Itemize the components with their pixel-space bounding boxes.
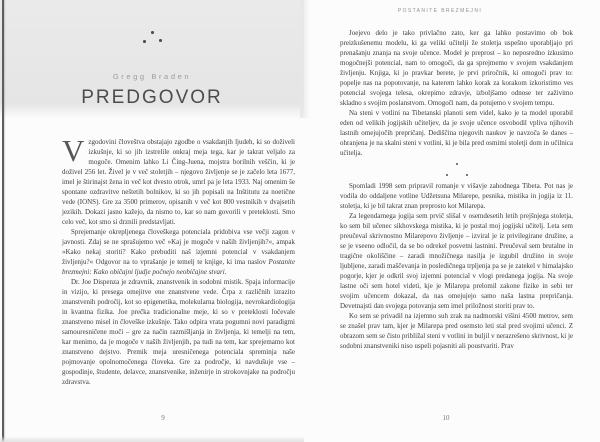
right-page-body [340, 28, 573, 351]
running-header: POSTANITE BREZMEJNI [397, 8, 483, 14]
author-name: Gregg Braden [112, 72, 192, 81]
chapter-title: PREDGOVOR [81, 87, 223, 108]
paragraph-text: Sprejemanje okrepljenega človeškega potenciala pridobiva vse večji zagon v javnosti. Zdaj se ne sprašujemo več »Kaj je mogoče v naših življenjih?«, ampak »Kako nekaj storiti? Kako prebuditi naš izjemni potencial v vsakdanjem življenju?« Odgovor na to vprašanje je temelj te knjige, ki ima naslov [62, 228, 295, 266]
page-number-left: 9 [161, 414, 165, 422]
separator-dot-icon [466, 174, 468, 176]
ornament-dot-icon [151, 31, 154, 34]
ornament-dot-icon [159, 39, 162, 42]
body-paragraph: Dr. Joe Dispenza je zdravnik, znanstvenik in sodobni mistik. Spaja informacije in vizijo, ki presega omejitve ene znanstvene vede. Črpa z različnih izrazito znanstvenih področij, kot so epigenetika, molekularna biologija, nevrokardiologija in kvantna fizika. Joe prečka tradicionalne meje, ki so v preteklosti ločevale znanstveno misel in človeške izkušnje. Tako odpira vrata pogumni novi paradigmi samouresničene moči – gre za način razmišljanja in življenja, ki temelji na tem, kar menimo, da je mogoče v naših življenjih, pa tudi na tem, kar sprejemamo kot znanstveno dejstvo. Premik meja uresničenega potenciala spreminja naše pojmovanje opolnomočenega človeka. Gre za področje, ki navdušuje vse – gospodinje, študente, delavce, znanstvenike, inženirje in strokovnjake na področju zdravstva. [62, 278, 295, 386]
drop-cap-letter: V [62, 133, 85, 168]
paragraph-text: zgodovini človeštva obstajajo zgodbe o vsakdanjih ljudeh, ki so doživeli izkušnje, ki so jih izstrelile onkraj meja tega, kar je takrat veljalo za mogoče. Omenim lahko Li Čing-Juena, mojstra borilnih veščin, ki je doživel 256 let. Živel je v več stoletjih – njegovo življenje se je začelo leta 1677, imel je štirinajst žena in več kot dvesto otrok, umrl pa je leta 1933. Naj omenim še spontane ozdravitve neštetih bolnikov, ki so jih popisali na Inštitutu za noetične vede (IONS). Gre za 3500 primerov, opisanih v več kot 800 vestnikih v dvajsetih jezikih. Dokazi jasno kažejo, da nismo to, kar so nam govorili v preteklosti. Smo celo več, kot smo si drznili predstavljati. [62, 138, 295, 226]
left-page [62, 0, 295, 442]
chapter-title-block [60, 0, 244, 109]
page-number-right: 10 [442, 414, 450, 422]
separator-dot-icon [456, 163, 458, 165]
body-paragraph [62, 133, 295, 227]
chapter-ornament-dots-icon [60, 31, 244, 45]
separator-dot-icon [446, 174, 448, 176]
right-page [340, 0, 573, 442]
body-paragraph: Spomladi 1998 sem pripravil romanje v višavje zahodnega Tibeta. Pot nas je vodila do oddaljene votline Udžetsuna Milarepe, pesnika, mistika in jogija iz 11. stoletja, ki je bil takrat znan preprosto kot Milarepa. [340, 182, 573, 210]
body-paragraph: Joejevo delo je tako privlačno zato, ker ga lahko postavimo ob bok preizkušenemu modelu, ki ga veliki učitelji že stoletja uspešno uporabljajo pri prenašanju znanja na svoje učence. Model je preprost – ko neposredno izkusimo mogočnejši potencial, nam to omogoči, da ga sprejmemo v svojem vsakdanjem življenju. Knjiga, ki jo pravkar berete, je prvi priročnik, ki omogoči prav to: popelje nas na popotovanje, na katerem lahko korak za korakom izkoristimo ves potencial svojega telesa, okrepimo zdravje, izboljšamo odnose ter zaživimo skladno s svojim poslanstvom. Omogoči nam, da potujemo v svojem tempu. [340, 29, 573, 107]
section-separator-dots-icon [340, 161, 573, 179]
body-paragraph: Za legendarnega jogija sem prvič slišal v osemdesetih letih prejšnjega stoletja, ko sem bil učenec sikhovskega mistika, ki je postal moj jogijski učitelj. Leta sem preučeval skrivnostno Milarepovo življenje – izviral je iz privilegirane družine, a se je vseeno odločil, da se bo odrekel posvetni lastnini. Preučeval sem brutalne in tragične okoliščine – zaradi množičnega nasilja je izgubil družino in svoje ljubljene, zaradi maščevanja in posledičnega trpljenja pa se je zatekel v himalajsko pogorje, kjer je odkril svoj izjemni potencial v vlogi predanega jogija. Na svoje lastne oči sem hotel videti, kje je Milarepa prelomil zakone fizike in sebi ter svojim učencem dokazal, da nas omejujejo samo naša lastna prepričanja. Devetnajsti dan svojega potovanja sem imel priložnost storiti prav to. [340, 212, 573, 310]
left-page-body [62, 133, 295, 387]
book-title-italic: Postanite brezmejni: Kako običajni ljudje počnejo neobičajne stvari. [62, 258, 295, 276]
ornament-dot-icon [143, 40, 146, 43]
body-paragraph: Ko sem se privadil na izjemno suh zrak na nadmorski višini 4500 metrov, sem se znašel prav tam, kjer je Milarepa pred osemsto leti stal pred svojimi učenci. Z obrazom sem se čisto približal steni v votlini in buljil v nerazrešeno skrivnost, ki je sodobni znanstveniki niso uspeli pojasniti ali poustvariti. Prav [340, 312, 573, 350]
body-paragraph [62, 227, 295, 277]
body-paragraph: Na steni v votlini na Tibetanski planoti sem videl, kako je ta model uporabil eden od velikih jogijskih učiteljev, da je svoje učence osvobodil vpliva njihovih lastnih omejujočih prepričanj. Dediščina njegovih naukov je navzoča še danes – ohranjena je na skalni steni v votlini, ki je bila pred osmimi stoletji dom in učilnica učitelja. [340, 109, 573, 157]
book-spine-edge [2, 0, 4, 442]
